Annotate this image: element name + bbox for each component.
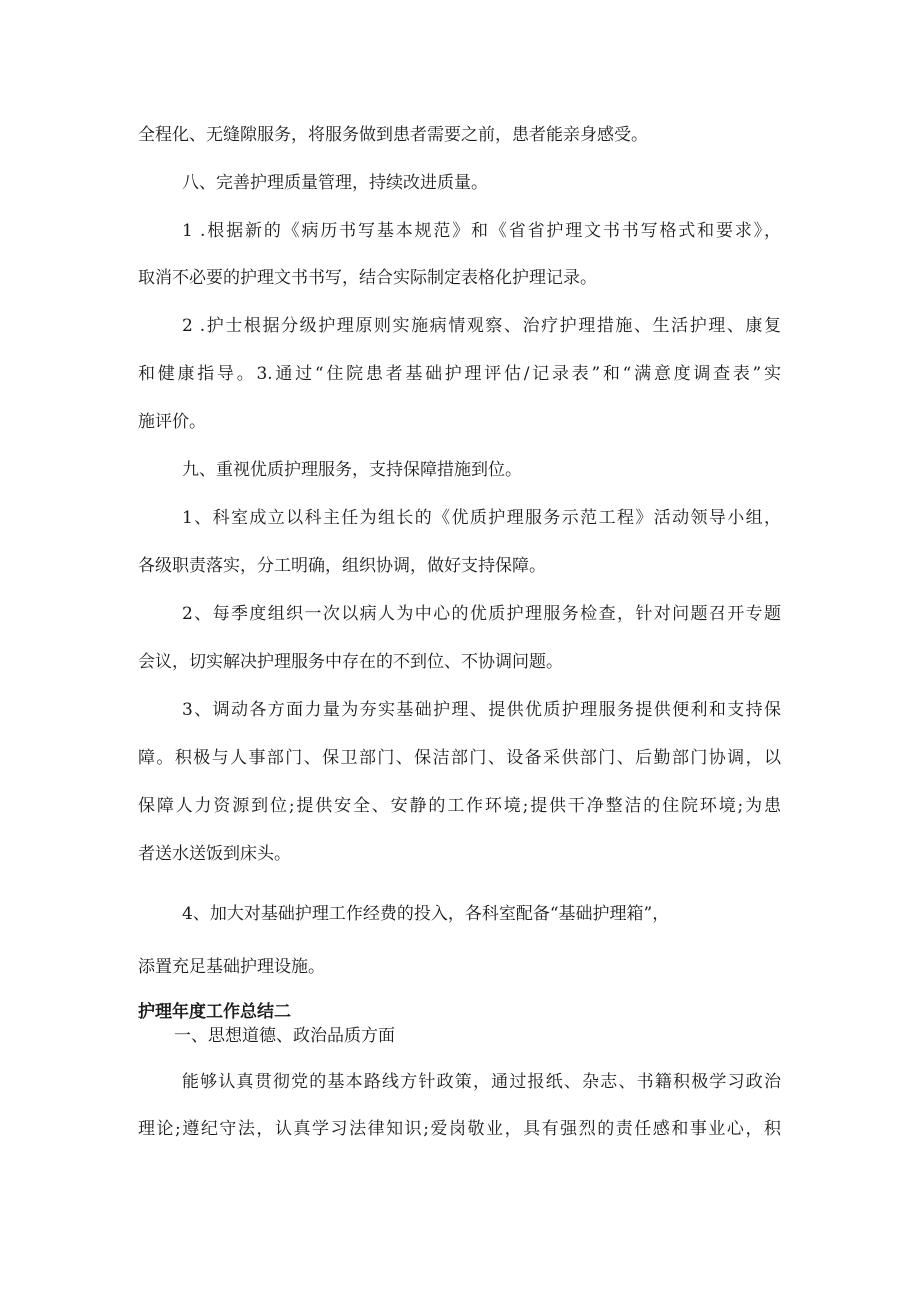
- paragraph-line: 1、科室成立以科主任为组长的《优质护理服务示范工程》活动领导小组，: [182, 508, 781, 528]
- paragraph-line: 全程化、无缝隙服务，将服务做到患者需要之前，患者能亲身感受。: [138, 125, 648, 145]
- paragraph-line: 障。积极与人事部门、保卫部门、保洁部门、设备采供部门、后勤部门协调，以: [138, 748, 781, 768]
- paragraph-line: 添置充足基础护理设施。: [138, 957, 325, 977]
- section-heading-8: 八、完善护理质量管理，持续改进质量。: [182, 173, 488, 193]
- document-section-title: 护理年度工作总结二: [138, 1002, 291, 1022]
- paragraph-line: 2 .护士根据分级护理原则实施病情观察、治疗护理措施、生活护理、康复: [182, 316, 781, 336]
- paragraph-line: 和健康指导。3.通过“住院患者基础护理评估/记录表”和“满意度调查表”实: [138, 364, 781, 384]
- paragraph-line: 理论;遵纪守法，认真学习法律知识;爱岗敬业，具有强烈的责任感和事业心，积: [138, 1119, 781, 1139]
- paragraph-line: 保障人力资源到位;提供安全、安静的工作环境;提供干净整洁的住院环境;为患: [138, 796, 781, 816]
- paragraph-line: 1 .根据新的《病历书写基本规范》和《省省护理文书书写格式和要求》，: [182, 221, 781, 241]
- subsection-heading: 一、思想道德、政治品质方面: [174, 1026, 395, 1046]
- paragraph-line: 施评价。: [138, 412, 206, 432]
- paragraph-line: 3、调动各方面力量为夯实基础护理、提供优质护理服务提供便利和支持保: [182, 700, 781, 720]
- paragraph-line: 取消不必要的护理文书书写，结合实际制定表格化护理记录。: [138, 268, 597, 288]
- paragraph-line: 会议，切实解决护理服务中存在的不到位、不协调问题。: [138, 652, 563, 672]
- section-heading-9: 九、重视优质护理服务，支持保障措施到位。: [182, 460, 522, 480]
- paragraph-line: 2、每季度组织一次以病人为中心的优质护理服务检查，针对问题召开专题: [182, 604, 781, 624]
- paragraph-line: 4、加大对基础护理工作经费的投入，各科室配备“基础护理箱”，: [182, 904, 670, 924]
- paragraph-line: 者送水送饭到床头。: [138, 844, 291, 864]
- paragraph-line: 各级职责落实，分工明确，组织协调，做好支持保障。: [138, 556, 546, 576]
- paragraph-line: 能够认真贯彻党的基本路线方针政策，通过报纸、杂志、书籍积极学习政治: [182, 1072, 781, 1092]
